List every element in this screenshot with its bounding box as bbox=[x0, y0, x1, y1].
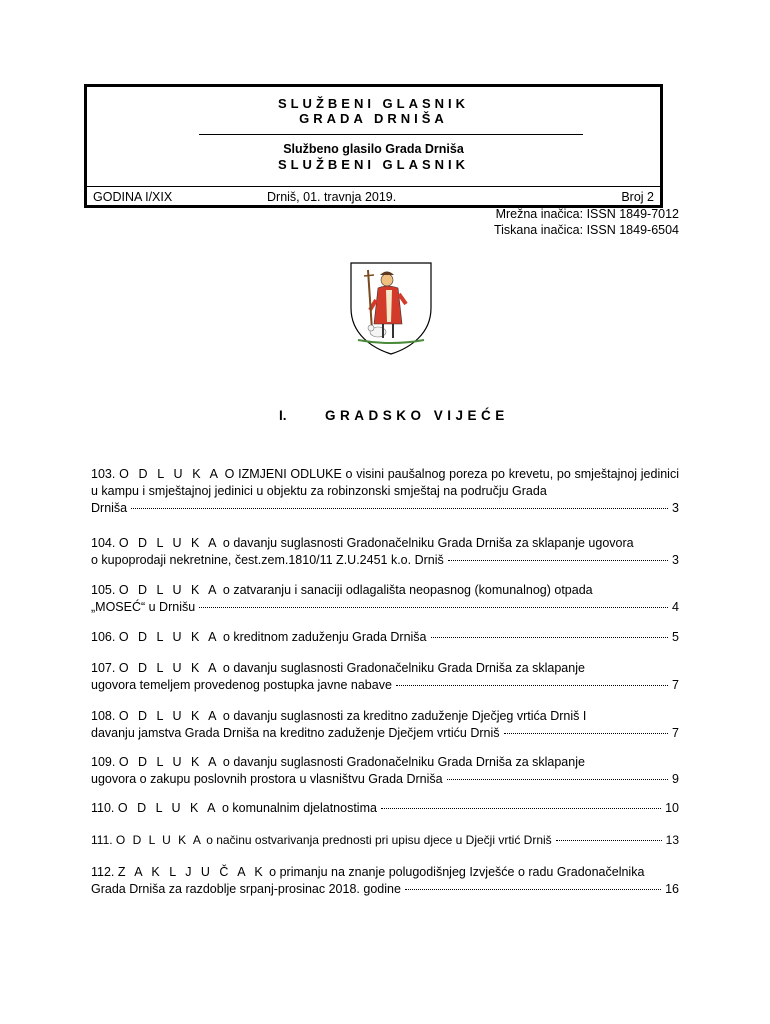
masthead bbox=[84, 84, 663, 208]
entry-type: Z A K L J U Č A K bbox=[117, 865, 266, 879]
entry-number: 103. bbox=[91, 467, 116, 481]
entry-type: O D L U K A bbox=[118, 630, 220, 644]
masthead-info-row bbox=[87, 186, 660, 209]
entry-page: 13 bbox=[665, 833, 679, 847]
toc-entry[interactable] bbox=[91, 582, 679, 616]
section-number: I. bbox=[279, 408, 287, 423]
issn-print: Tiskana inačica: ISSN 1849-6504 bbox=[493, 223, 679, 237]
section-title: GRADSKO VIJEĆE bbox=[325, 408, 509, 423]
entry-text-end: o načinu ostvarivanja prednosti pri upisu djece u Dječji vrtić Drniš bbox=[206, 833, 552, 847]
entry-number: 108. bbox=[91, 709, 116, 723]
year-volume: GODINA I/XIX bbox=[93, 190, 173, 204]
issn-online: Mrežna inačica: ISSN 1849-7012 bbox=[495, 207, 679, 221]
entry-text-end: ugovora o zakupu poslovnih prostora u vlasništvu Grada Drniša bbox=[91, 772, 443, 786]
entry-text-end: „MOSEĆ“ u Drnišu bbox=[91, 600, 196, 614]
entry-number: 107. bbox=[91, 661, 116, 675]
entry-page: 7 bbox=[672, 678, 679, 692]
entry-text: o davanju suglasnosti za kreditno zaduženje Dječjeg vrtića Drniš I bbox=[219, 709, 587, 723]
entry-type: O D L U K A bbox=[118, 583, 220, 597]
dot-leader bbox=[556, 840, 662, 841]
gazette-subtitle-2: SLUŽBENI GLASNIK bbox=[277, 157, 470, 172]
dot-leader bbox=[448, 560, 668, 561]
toc-entry[interactable] bbox=[91, 800, 679, 817]
entry-page: 3 bbox=[672, 501, 679, 515]
toc-entry[interactable] bbox=[91, 832, 679, 849]
dot-leader bbox=[431, 637, 669, 638]
dot-leader bbox=[381, 808, 661, 809]
gazette-title: SLUŽBENI GLASNIK bbox=[277, 96, 470, 111]
gazette-subtitle: Službeno glasilo Grada Drniša bbox=[283, 142, 464, 156]
entry-number: 110. bbox=[91, 801, 115, 815]
entry-page: 3 bbox=[672, 553, 679, 567]
entry-type: O D L U K A bbox=[117, 801, 219, 815]
dot-leader bbox=[447, 779, 668, 780]
entry-number: 112. bbox=[91, 865, 115, 879]
entry-text-end: ugovora temeljem provedenog postupka javne nabave bbox=[91, 678, 392, 692]
toc-entry[interactable] bbox=[91, 535, 679, 569]
entry-type: O D L U K A bbox=[118, 536, 220, 550]
toc-entry[interactable] bbox=[91, 660, 679, 694]
entry-text-end: Grada Drniša za razdoblje srpanj-prosinac 2018. godine bbox=[91, 882, 401, 896]
toc-entry[interactable] bbox=[91, 864, 679, 898]
entry-page: 9 bbox=[672, 772, 679, 786]
entry-type: O D L U K A bbox=[118, 709, 220, 723]
entry-text-end: o komunalnim djelatnostima bbox=[222, 801, 377, 815]
entry-number: 111. bbox=[91, 833, 113, 847]
entry-number: 106. bbox=[91, 630, 116, 644]
dot-leader bbox=[131, 508, 668, 509]
entry-text-end: Drniša bbox=[91, 501, 128, 515]
toc-entry[interactable] bbox=[91, 708, 679, 742]
entry-text: o davanju suglasnosti Gradonačelniku Grada Drniša za sklapanje bbox=[219, 755, 585, 769]
entry-page: 16 bbox=[665, 882, 679, 896]
city-name: GRADA DRNIŠA bbox=[299, 111, 448, 126]
entry-page: 7 bbox=[672, 726, 679, 740]
entry-text-end: o kupoprodaji nekretnine, čest.zem.1810/11 Z.U.2451 k.o. Drniš bbox=[91, 553, 444, 567]
toc-entry[interactable] bbox=[91, 754, 679, 788]
entry-text: o primanju na znanje polugodišnjeg Izvješće o radu Gradonačelnika bbox=[265, 865, 645, 879]
entry-type: O D L U K A bbox=[115, 833, 203, 847]
toc-entry[interactable] bbox=[91, 629, 679, 646]
entry-text: o davanju suglasnosti Gradonačelniku Grada Drniša za sklapanje ugovora bbox=[219, 536, 634, 550]
dot-leader bbox=[405, 889, 661, 890]
dot-leader bbox=[504, 733, 669, 734]
entry-page: 4 bbox=[672, 600, 679, 614]
entry-number: 104. bbox=[91, 536, 116, 550]
entry-type: O D L U K A bbox=[118, 661, 220, 675]
entry-page: 5 bbox=[672, 630, 679, 644]
entry-number: 105. bbox=[91, 583, 116, 597]
entry-text: O IZMJENI ODLUKE o visini paušalnog poreza po krevetu, po smještajnoj jedinici u kampu i smještajnoj jedinici u objektu za robinzonski smještaj na području Grada bbox=[91, 467, 679, 498]
entry-text: o zatvaranju i sanaciji odlagališta neopasnog (komunalnog) otpada bbox=[219, 583, 593, 597]
entry-text-end: davanju jamstva Grada Drniša na kreditno zaduženje Dječjem vrtiću Drniš bbox=[91, 726, 500, 740]
entry-text: o davanju suglasnosti Gradonačelniku Grada Drniša za sklapanje bbox=[219, 661, 585, 675]
entry-type: O D L U K A bbox=[119, 467, 221, 481]
issue-number: Broj 2 bbox=[621, 190, 654, 204]
entry-type: O D L U K A bbox=[118, 755, 220, 769]
coat-of-arms-icon bbox=[348, 260, 434, 356]
dot-leader bbox=[199, 607, 668, 608]
issue-date: Drniš, 01. travnja 2019. bbox=[267, 190, 397, 204]
entry-text-end: o kreditnom zaduženju Grada Drniša bbox=[222, 630, 427, 644]
entry-page: 10 bbox=[665, 801, 679, 815]
entry-number: 109. bbox=[91, 755, 116, 769]
toc-entry[interactable] bbox=[91, 466, 679, 517]
masthead-divider bbox=[199, 134, 583, 135]
dot-leader bbox=[396, 685, 668, 686]
